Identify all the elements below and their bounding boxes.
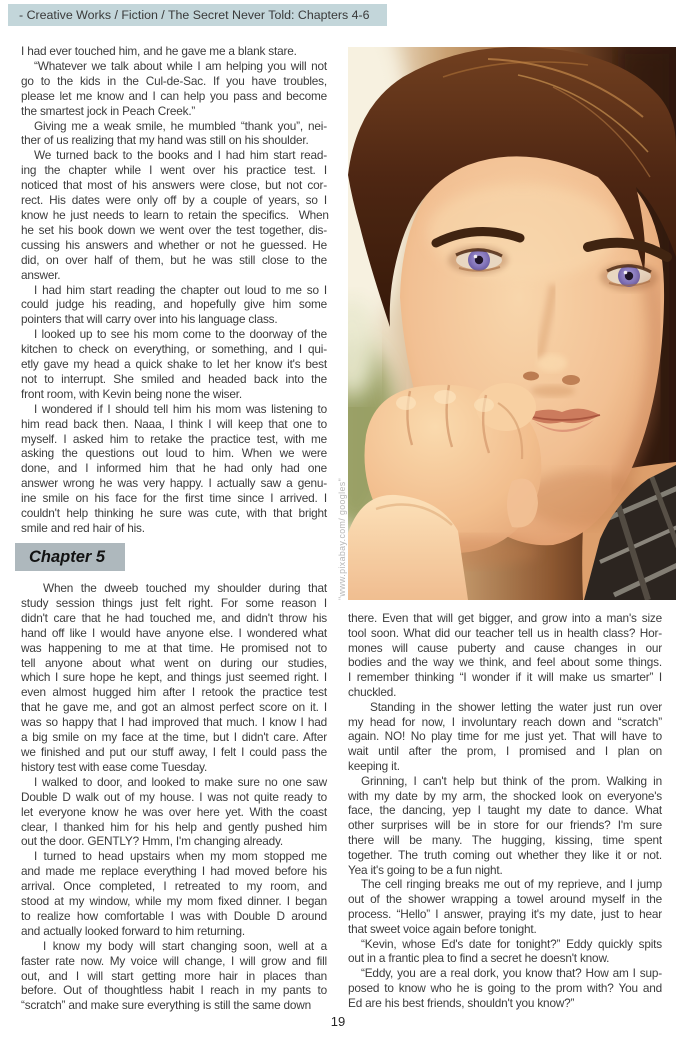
text-line: even almost hugged him after I retook the practice test bbox=[21, 685, 327, 700]
text-line: was happening to me at that time. He promised not to bbox=[21, 640, 327, 655]
paragraph bbox=[348, 774, 662, 878]
text-line: and actually looked forward to him returning. bbox=[21, 923, 246, 938]
text-line: myself. I asked him to retake the practice test, with me bbox=[21, 431, 327, 446]
paragraph bbox=[21, 775, 327, 850]
text-line: a big smile on my face at the time, but I didn't care. After bbox=[21, 730, 327, 745]
text-line: face, the dancing, yep I taught my date to dance. What bbox=[348, 803, 662, 818]
text-line: I walked to door, and looked to make sure no one saw bbox=[34, 774, 327, 789]
left-column-part2 bbox=[21, 581, 327, 1013]
text-line: go to the kids in the Cul-de-Sac. If you have troubles, bbox=[21, 73, 327, 88]
portrait-photo-illustration bbox=[348, 47, 676, 600]
text-line: Giving me a weak smile, he mumbled “thank you”, nei- bbox=[34, 118, 327, 133]
text-line: together. The truth coming out whether they like it or not. bbox=[348, 847, 662, 862]
text-line: there will be many. The hugging, kissing, time spent bbox=[348, 832, 662, 847]
text-line: I looked up to see his mom come to the doorway of the bbox=[34, 327, 327, 342]
text-line: chuckled. bbox=[348, 684, 397, 699]
paragraph bbox=[21, 849, 327, 938]
text-line: out, and I will start getting more hair in places than bbox=[21, 968, 327, 983]
text-line: process. “Hello” I answer, praying it's my date, just to hear bbox=[348, 906, 662, 921]
text-line: Grinning, I can't help but think of the prom. Walking in bbox=[361, 773, 662, 788]
text-line: let everyone know he was over here yet. With the coast bbox=[21, 804, 327, 819]
text-line: front room, with Kevin being none the wiser. bbox=[21, 386, 242, 401]
text-line: we finished and put our stuff away, I felt I could pass the bbox=[21, 744, 327, 759]
text-line: arrival. Once completed, I retreated to my room, and bbox=[21, 879, 327, 894]
text-line: pointers that will carry over into his language class. bbox=[21, 312, 278, 327]
text-line: Ed are his best friends, shouldn't you know?” bbox=[348, 995, 575, 1010]
paragraph bbox=[21, 402, 327, 536]
text-line: mones will cause puberty and cause changes in our bbox=[348, 640, 662, 655]
text-line: there. Even that will get bigger, and grow into a man's size bbox=[348, 611, 662, 625]
text-line: out of the shower wrapping a towel around myself in the bbox=[348, 892, 662, 907]
portrait-photo bbox=[348, 47, 676, 600]
text-line: to realize how comfortable I was with Double D around bbox=[21, 908, 327, 923]
text-line: answer wrong he was very happy. I actually saw a genu- bbox=[21, 476, 327, 491]
text-line: did, on over half of them, but he was still close to the bbox=[21, 252, 327, 267]
text-line: keeping it. bbox=[348, 758, 400, 773]
text-line: When the dweeb touched my shoulder during that bbox=[43, 581, 327, 595]
paragraph bbox=[21, 283, 327, 328]
left-column-part1 bbox=[21, 44, 327, 536]
photo-credit: "www.pixabay.com/ googles" bbox=[337, 477, 347, 600]
text-line: hand off like I would have anyone else. I wondered what bbox=[21, 625, 327, 640]
text-line: know he just needs to learn to retain the specifics. When bbox=[21, 207, 329, 222]
chapter-heading-text: Chapter 5 bbox=[29, 547, 106, 566]
text-line: noticed that most of his answers were close, but not cor- bbox=[21, 178, 327, 193]
text-line: which I sure hope he kept, and things just seemed right. I bbox=[21, 670, 327, 685]
paragraph bbox=[348, 877, 662, 936]
text-line: and made me replace everything I had moved before his bbox=[21, 864, 327, 879]
text-line: posed to know who he is going to the prom with? You and bbox=[348, 980, 662, 995]
text-line: could judge his reading, and hopefully give him some bbox=[21, 297, 327, 312]
text-line: bodies and the way we think, and feel about some things. bbox=[348, 655, 662, 670]
text-line: “Eddy, you are a real dork, you know that? How am I sup- bbox=[361, 966, 662, 981]
text-line: asking the questions out loud to him. When we were bbox=[21, 446, 327, 461]
page-number: 19 bbox=[330, 1014, 346, 1029]
text-line: smile and red hair of his. bbox=[21, 521, 145, 535]
text-line: I remember thinking “I wonder if it will make us smarter” I bbox=[348, 670, 662, 685]
text-line: Yea it's going to be a fun night. bbox=[348, 862, 503, 877]
paragraph bbox=[348, 700, 662, 774]
text-line: I had ever touched him, and he gave me a blank stare. bbox=[21, 44, 297, 58]
breadcrumb bbox=[8, 4, 387, 26]
text-line: “Whatever we talk about while I am helping you will not bbox=[34, 58, 327, 73]
text-line: the smartest jock in Peach Creek.” bbox=[21, 103, 196, 118]
text-line: with my date by my arm, the shocked look on everyone's bbox=[348, 788, 662, 803]
paragraph bbox=[348, 611, 662, 700]
text-line: that sweet voice again before tonight. bbox=[348, 921, 537, 936]
text-line: cussing his answers and whether or not he guessed. He bbox=[21, 237, 327, 252]
text-line: wait until after the prom, I promised and I plan on bbox=[348, 744, 662, 759]
text-line: him read back then. Naaa, I think I will keep that one to bbox=[21, 416, 327, 431]
text-line: I know my body will start changing soon, well at a bbox=[43, 938, 327, 953]
text-line: before. Out of thoughtless habit I reach in my pants to bbox=[21, 983, 327, 998]
text-line: Double D walk out of my house. I was not quite ready to bbox=[21, 789, 327, 804]
text-line: out in a frantic plea to find a secret he doesn't know. bbox=[348, 951, 610, 966]
text-line: answer. bbox=[21, 267, 61, 282]
text-line: faster rate now. My voice will change, I will grow and fill bbox=[21, 953, 327, 968]
text-line: Standing in the shower letting the water just run over bbox=[370, 699, 662, 714]
text-line: rect. His dates were only off by a couple of years, so I bbox=[21, 193, 327, 208]
text-line: ine smile on his face for the first time since I arrived. I bbox=[21, 491, 327, 506]
right-column bbox=[348, 611, 662, 1011]
text-line: he set his book down we went over the test together, dis- bbox=[21, 222, 327, 237]
text-line: “Kevin, whose Ed's date for tonight?” Eddy quickly spits bbox=[361, 936, 662, 951]
text-line: “scratch” and make sure everything is still the same down bbox=[21, 998, 312, 1013]
text-line: I wondered if I should tell him his mom was listening to bbox=[34, 401, 327, 416]
text-line: again. NO! No play time for me just yet. That will have to bbox=[348, 729, 662, 744]
text-line: I turned to head upstairs when my mom stopped me bbox=[34, 849, 327, 864]
text-line: kitchen to check on everything, or something, and I qui- bbox=[21, 342, 327, 357]
chapter-heading bbox=[15, 543, 125, 571]
text-line: tool soon. What did our teacher tell us in health class? Hor- bbox=[348, 625, 662, 640]
paragraph bbox=[21, 119, 327, 149]
text-line: my head for now, I involuntary reach down and “scratch” bbox=[348, 714, 662, 729]
paragraph bbox=[348, 966, 662, 1010]
text-line: tell anyone about what went on during our studies, bbox=[21, 655, 327, 670]
paragraph bbox=[21, 327, 327, 402]
text-line: We turned back to the books and I had him start read- bbox=[34, 148, 327, 163]
text-line: please let me know and I can help you pass and become bbox=[21, 88, 327, 103]
text-line: ing the chapter while I went over his practice test. I bbox=[21, 163, 327, 178]
text-line: didn't care that he had touched me, and didn't throw his bbox=[21, 610, 327, 625]
paragraph bbox=[21, 939, 327, 1014]
text-line: not to interrupt. She smiled and headed back into the bbox=[21, 371, 327, 386]
text-line: I had him start reading the chapter out loud to me so I bbox=[34, 282, 327, 297]
text-line: done, and I informed him that he had only had one bbox=[21, 461, 327, 476]
paragraph bbox=[21, 581, 327, 775]
text-line: ther of us realizing that my hand was still on his shoulder. bbox=[21, 133, 309, 148]
paragraph bbox=[21, 148, 327, 282]
text-line: etly gave my head a quick shake to let her know it's best bbox=[21, 357, 327, 372]
text-line: study session things just felt right. For some reason I bbox=[21, 595, 327, 610]
paragraph bbox=[21, 59, 327, 119]
text-line: stood at my window, while my mom fixed dinner. I began bbox=[21, 894, 327, 909]
paragraph bbox=[348, 937, 662, 967]
text-line: couldn't help thinking he sure was cute, with that bright bbox=[21, 506, 327, 521]
text-line: history test with ease come Tuesday. bbox=[21, 759, 208, 774]
paragraph bbox=[21, 44, 327, 59]
text-line: out the door. GENTLY? Hmm, I'm changing already. bbox=[21, 834, 284, 849]
text-line: clear, I thanked him for his help and gently pushed him bbox=[21, 819, 327, 834]
text-line: was so happy that I had improved that much. I know I had bbox=[21, 715, 327, 730]
breadcrumb-text: - Creative Works / Fiction / The Secret Never Told: Chapters 4-6 bbox=[19, 8, 370, 22]
text-line: The cell ringing breaks me out of my reprieve, and I jump bbox=[361, 877, 662, 892]
text-line: that he gave me, and got an almost perfect score on it. I bbox=[21, 700, 327, 715]
text-line: other surprises will be in store for our friends? I'm sure bbox=[348, 818, 662, 833]
